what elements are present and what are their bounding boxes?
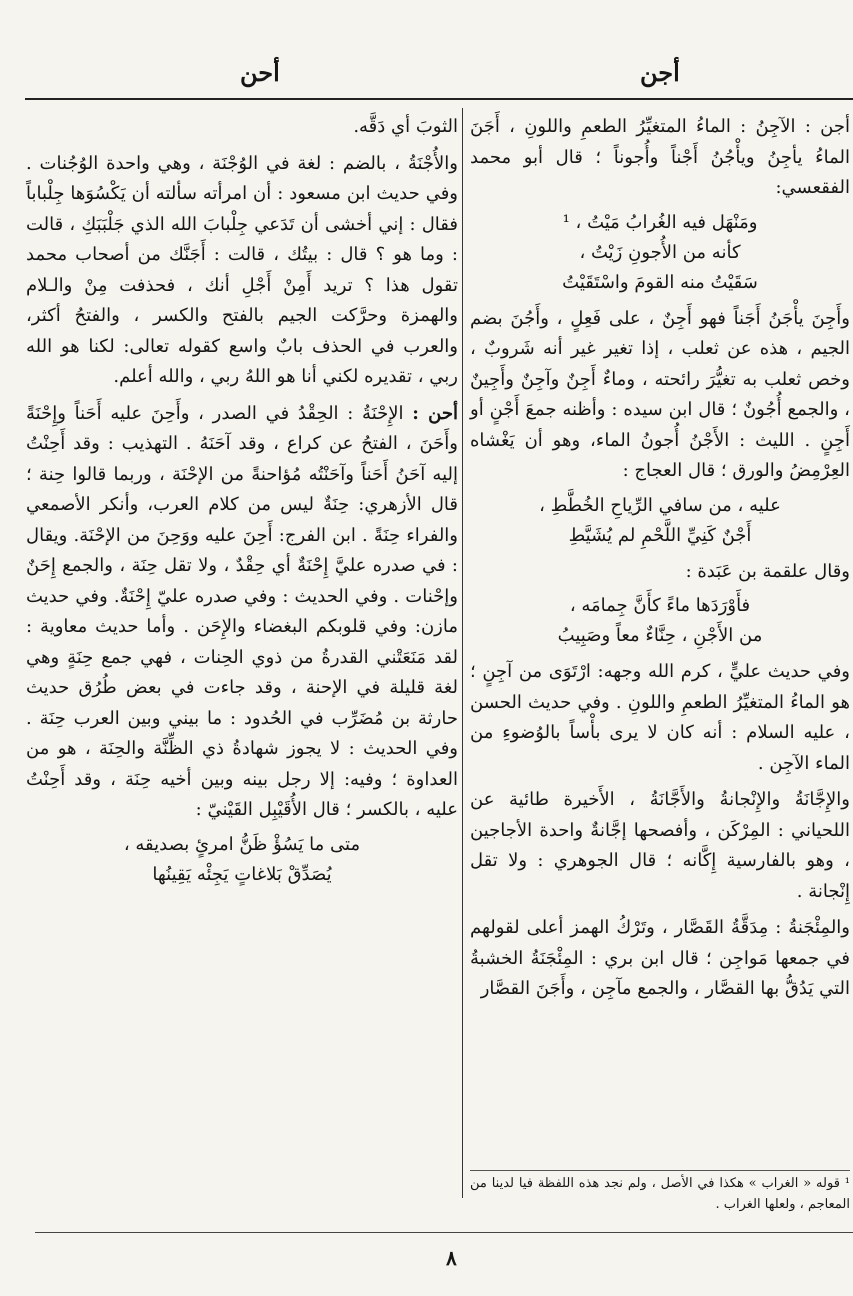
verse-line: أَجْنٌ كَنِيِّ اللَّحْمِ لم يُشَيَّطِ (568, 524, 752, 546)
paragraph: وأَجِنَ يأْجَنُ أَجَناً فهو أَجِنٌ ، على فَعِلٍ ، وأَجُنَ بضم الجيم ، هذه عن ثعلب ، إذا تغير غير أنه شَروبٌ ، وخص ثعلب به تغيُّرَ رائحته ، وماءٌ أَجِنٌ وآجِنٌ وأَجِينٌ ، والجمع أُجُونٌ ؛ قال ابن سيده : وأظنه جمعَ أَجْنٍ أو أَجِنٍ . الليث : الأَجْنُ أُجونُ الماء، وهو أن يَغْشاه العِرْمِضُ والورق ؛ قال العجاج : (470, 307, 850, 481)
paragraph: والإِجَّانَةُ والإِنْجانةُ والأَجَّانَةُ ، الأَخيرة طائية عن اللحياني : المِرْكَن ، وأفصحها إجَّانةٌ واحدة الأجاجين ، وهو بالفارسية إِكَّانه ؛ قال الجوهري : ولا تقل إِنْجانة . (470, 789, 850, 902)
verse-line: من الأَجْنِ ، حِنَّاءٌ معاً وصَبِيبُ (557, 625, 763, 646)
entry-ajn-intro: أجن : الآجِنُ : الماءُ المتغيِّرُ الطعمِ واللونِ ، أَجَنَ الماءُ يأجِنُ ويأْجُنُ أَجْناً وأُجوناً ؛ قال أبو محمد الفقعسي: (470, 116, 850, 198)
entry-body: الإِحْنَةُ : الحِقْدُ في الصدر ، وأَحِنَ عليه أَحَناً وإِحْنَةً وأَحَنَ ، الفتحُ عن كراع ، وقد آحَنَهُ . التهذيب : وقد أَحِنْتُ إليه آحَنُ أَحَناً وآحَنْتُه مُؤاحنةً من الإحْنَة ، وربما قالوا حِنة ؛ قال الأزهري: حِنَةٌ ليس من كلام العرب، وأنكر الأصمعي والفراء حِنَةً . ابن الفرج: أَحِنَ عليه ووَحِنَ من الإحْنَة. ويقال : في صدره عليَّ إِحْنَةٌ أي حِقْدٌ ، ولا تقل حِنَة ، والجمع إِحَنٌ وإحْنات . وفي الحديث : وفي صدره عليّ إِحْنَةٌ. وفي حديث مازن: وفي قلوبكم البغضاء والإِحَن . وأما حديث معاوية : لقد مَنَعَتْني القدرةُ من ذوي الحِنات ، فهي جمع حِنَةٍ وهي لغة قليلة في الإحنة ، وقد جاءت في بعض طُرُق حديث حارثة بن مُضَرِّب في الحُدود : ما بيني وبين العرب حِنَة . وفي الحديث : لا يجوز شهادةُ ذي الظِّنَّة والحِنَة ، هو من العداوة ؛ وفيه: إلا رجل بينه وبين أخيه حِنَة ، وقد أَحِنْتُ عليه ، بالكسر ؛ قال الأُقَيْبِل القَيْنيّ : (26, 402, 458, 820)
paragraph: والأُجْنَةُ ، بالضم : لغة في الوُجْنَة ، وهي واحدة الوُجُنات . وفي حديث ابن مسعود : أن امرأته سألته أن يَكْسُوَها جِلْباباً فقال : إني أخشى أن تَدَعي جِلْبابَ الله الذي جَلْبَبَكِ ، قالت : وما هو ؟ قال : بيتُك ، قالت : أَجَنَّك من أصحاب محمد تقول هذا ؟ تريد أَمِنْ أَجْلِ أنك ، فحذفت مِنْ والـلام والهمزة وحرَّكت الجيم بالفتح والكسر ، والفتحُ أكثر، والعرب في الحذف بابٌ واسع كقوله تعالى: لكنا هو الله ربي ، تقديره لكني أنا هو اللهُ ربي ، والله أعلم. (26, 152, 458, 387)
verse-block-1 (470, 208, 850, 298)
verse-block-3 (470, 591, 850, 651)
header-right-word: أجن (640, 58, 680, 87)
verse-block-4 (26, 830, 458, 890)
entry-ahn (26, 399, 458, 826)
column-divider (462, 108, 463, 1198)
verse-line: عليه ، من سافي الرِّياحِ الخُطَّطِ ، (539, 494, 781, 516)
left-column (26, 112, 458, 896)
footer-rule (35, 1232, 853, 1233)
verse-line: متى ما يَسُؤْ ظَنُّ امرئٍ بصديقه ، (123, 833, 361, 855)
paragraph: والمِئْجَنةُ : مِدَقَّةُ القَصَّار ، وتَرْكُ الهمز أعلى لقولهم في جمعها مَواجِن ؛ قال ابن بري : المِئْجَنَةُ الخشبةُ التي يَدُقُّ بها القصَّار ، والجمع مآجِن ، وأَجَنَ القصَّار (470, 917, 850, 999)
right-column (470, 112, 850, 1005)
verse-line: يُصَدِّقْ بَلاغاتٍ يَجِئْه يَقِينُها (152, 863, 332, 885)
paragraph: الثوبَ أي دَقَّه. (353, 116, 458, 137)
verse-line: فأَوْرَدَها ماءً كأَنَّ جِمامَه ، (569, 595, 751, 616)
footnote: ¹ قوله « الغراب » هكذا في الأصل ، ولم نجد هذه اللفظة فيا لدينا من المعاجم ، ولعلها الغراب . (470, 1170, 850, 1215)
paragraph: وقال علقمة بن عَبَدة : (685, 560, 850, 582)
page-number: ٨ (446, 1246, 457, 1270)
header-rule (25, 98, 853, 100)
verse-line: ومَنْهَل فيه الغُرابُ مَيْتُ ، ¹ (562, 211, 758, 233)
verse-block-2 (470, 491, 850, 551)
verse-line: سَقَيْتُ منه القومَ واسْتَقَيْتُ (562, 271, 758, 293)
paragraph: وفي حديث عليٍّ ، كرم الله وجهه: ارْتَوَى من آجِنٍ ؛ هو الماءُ المتغيِّرُ الطعمِ واللونِ . وفي حديث الحسن ، عليه السلام : أنه كان لا يرى بأْساً بالوُضوءِ من الماء الآجِن . (470, 661, 850, 774)
verse-line: كأنه من الأُجونِ زَيْتُ ، (579, 241, 741, 263)
entry-head: أحن : (412, 402, 458, 424)
header-left-word: أحن (240, 58, 280, 87)
